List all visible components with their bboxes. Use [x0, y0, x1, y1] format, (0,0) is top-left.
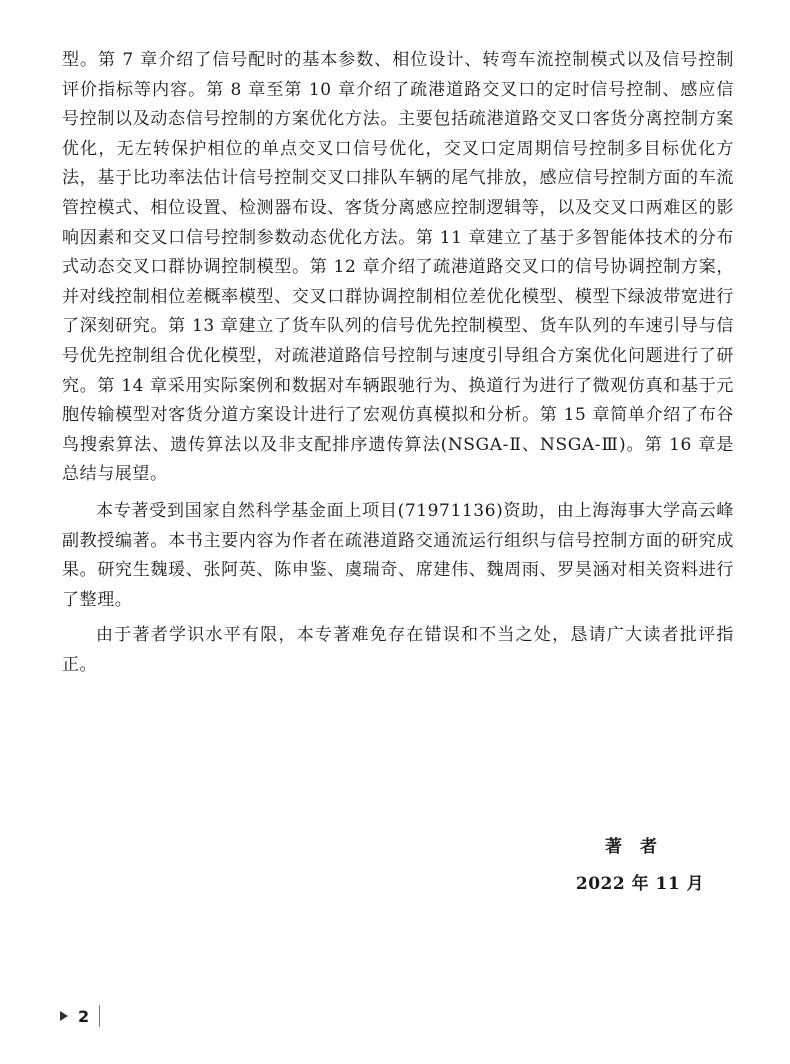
paragraph-chapter-summary: 型。第 7 章介绍了信号配时的基本参数、相位设计、转弯车流控制模式以及信号控制评价指标等内容。第 8 章至第 10 章介绍了疏港道路交叉口的定时信号控制、感应信号控制以及动态信号控制的方案优化方法。主要包括疏港道路交叉口客货分离控制方案优化，无左转保护相位的单点交叉口信号优化，交叉口定周期信号控制多目标优化方法，基于比功率法估计信号控制交叉口排队车辆的尾气排放，感应信号控制方面的车流管控模式、相位设置、检测器布设、客货分离感应控制逻辑等，以及交叉口两难区的影响因素和交叉口信号控制参数动态优化方法。第 11 章建立了基于多智能体技术的分布式动态交叉口群协调控制模型。第 12 章介绍了疏港道路交叉口的信号协调控制方案，并对线控制相位差概率模型、交叉口群协调控制相位差优化模型、模型下绿波带宽进行了深刻研究。第 13 章建立了货车队列的信号优先控制模型、货车队列的车速引导与信号优先控制组合优化模型，对疏港道路信号控制与速度引导组合方案优化问题进行了研究。第 14 章采用实际案例和数据对车辆跟驰行为、换道行为进行了微观仿真和基于元胞传输模型对客货分道方案设计进行了宏观仿真模拟和分析。第 15 章简单介绍了布谷鸟搜索算法、遗传算法以及非支配排序遗传算法(NSGA-Ⅱ、NSGA-Ⅲ)。第 16 章是总结与展望。: [62, 50, 734, 485]
page-footer: [60, 1003, 100, 1029]
page-marker-arrow-icon: [60, 1011, 68, 1021]
footer-divider: [99, 1005, 100, 1027]
preface-body: [62, 46, 734, 680]
page-number: 2: [78, 1006, 90, 1026]
signature-date: 2022 年 11 月: [575, 874, 705, 894]
paragraph-closing-remark: 由于著者学识水平有限，本专著难免存在错误和不当之处，恳请广大读者批评指正。: [62, 625, 734, 675]
signature-author: 著者: [605, 837, 675, 857]
paragraph-funding-acknowledgement: 本专著受到国家自然科学基金面上项目(71971136)资助，由上海海事大学高云峰副教授编著。本书主要内容为作者在疏港道路交通流运行组织与信号控制方面的研究成果。研究生魏瑗、张阿英、陈申鉴、虞瑞奇、席建伟、魏周雨、罗昊涵对相关资料进行了整理。: [62, 500, 734, 610]
